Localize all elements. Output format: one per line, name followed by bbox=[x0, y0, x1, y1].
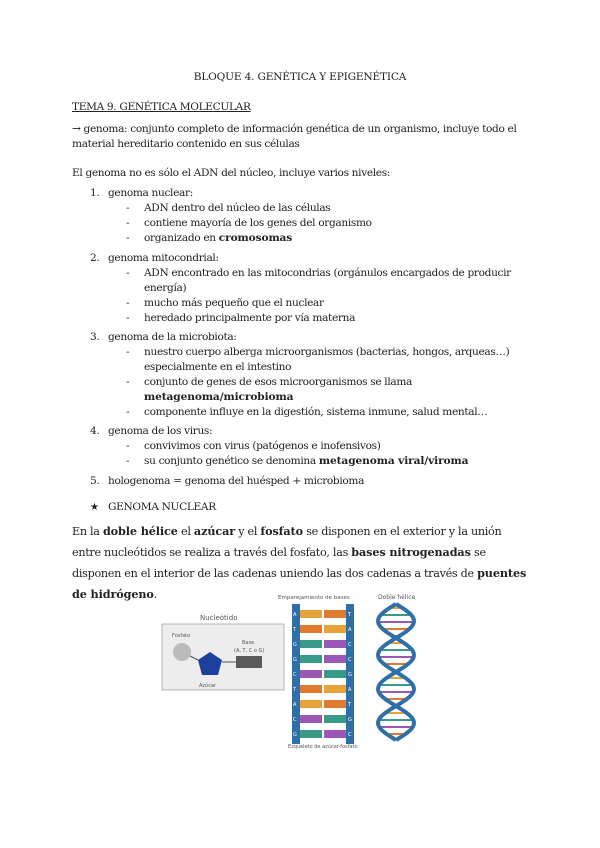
right-base-block bbox=[324, 640, 346, 648]
right-base-block bbox=[324, 610, 346, 618]
right-base-block bbox=[324, 685, 346, 693]
right-base-block bbox=[324, 655, 346, 663]
list-number: 3. bbox=[90, 331, 100, 343]
section-genoma-mitocondrial bbox=[72, 251, 542, 326]
section-text: hologenoma = genoma del huésped + microbioma bbox=[108, 475, 365, 487]
genoma-nuclear-heading: ★ GENOMA NUCLEAR bbox=[90, 501, 216, 513]
right-base-letter: C bbox=[348, 732, 352, 738]
list-item: - nuestro cuerpo alberga microorganismos (bacterias, hongos, arqueas…) especialmente en el intestino bbox=[126, 346, 510, 373]
list-item: - mucho más pequeño que el nuclear bbox=[126, 297, 324, 309]
left-base-letter: A bbox=[293, 702, 297, 708]
left-base-letter: A bbox=[293, 612, 297, 618]
section-genoma-microbiota bbox=[72, 330, 542, 420]
section-hologenoma bbox=[72, 474, 542, 489]
esqueleto-label: Esqueleto de azúcar-fosfato bbox=[288, 744, 358, 750]
document-title: BLOQUE 4. GENÉTICA Y EPIGENÉTICA bbox=[193, 71, 407, 83]
emparejamiento-label: Emparejamiento de bases bbox=[278, 595, 350, 601]
list-item: - su conjunto genético se denomina metagenoma viral/viroma bbox=[126, 455, 469, 467]
left-base-block bbox=[300, 610, 322, 618]
right-base-block bbox=[324, 715, 346, 723]
left-base-block bbox=[300, 670, 322, 678]
list-number: 4. bbox=[90, 425, 100, 437]
base-letters-label: (A, T, C o G) bbox=[234, 648, 265, 654]
doble-helice-label: Doble hélice bbox=[378, 594, 416, 601]
left-base-letter: G bbox=[293, 657, 297, 663]
left-base-letter: T bbox=[293, 627, 297, 633]
fosfato-circle bbox=[173, 643, 191, 661]
right-base-letter: C bbox=[348, 657, 352, 663]
left-base-letter: G bbox=[293, 642, 297, 648]
base-pairs bbox=[292, 610, 352, 738]
list-item: - heredado principalmente por vía materna bbox=[126, 312, 356, 324]
section-genoma-nuclear bbox=[72, 186, 542, 246]
nucleotido-label: Nucleótido bbox=[200, 614, 238, 622]
list-item: - ADN encontrado en las mitocondrias (orgánulos encargados de producir energía) bbox=[126, 267, 511, 294]
left-base-letter: T bbox=[293, 687, 297, 693]
section-genoma-virus bbox=[72, 424, 542, 469]
doble-helice-paragraph: En la doble hélice el azúcar y el fosfato se disponen en el exterior y la unión entre nucleótidos se realiza a través del fosfato, las bases nitrogenadas se disponen en el interior de las cadenas uniendo las dos cadenas a través de puentes de hidrógeno. bbox=[72, 524, 527, 601]
right-base-block bbox=[324, 670, 346, 678]
fosfato-label: Fosfato bbox=[172, 633, 191, 639]
right-base-letter: T bbox=[348, 702, 352, 708]
left-base-block bbox=[300, 655, 322, 663]
left-base-block bbox=[300, 625, 322, 633]
left-base-letter: C bbox=[293, 717, 297, 723]
right-base-letter: G bbox=[348, 672, 352, 678]
list-item: - componente influye en la digestión, sistema inmune, salud mental… bbox=[126, 406, 488, 418]
left-base-letter: C bbox=[293, 672, 297, 678]
right-base-block bbox=[324, 730, 346, 738]
list-item: - conjunto de genes de esos microorganismos se llama metagenoma/microbioma bbox=[126, 376, 412, 403]
right-base-letter: C bbox=[348, 642, 352, 648]
left-base-block bbox=[300, 730, 322, 738]
genoma-definition: → genoma: conjunto completo de información genética de un organismo, incluye todo el material hereditario contenido en sus células bbox=[72, 123, 517, 150]
right-base-block bbox=[324, 700, 346, 708]
right-base-block bbox=[324, 625, 346, 633]
list-item: - contiene mayoría de los genes del organismo bbox=[126, 217, 372, 229]
section-heading: genoma de los virus: bbox=[108, 425, 213, 437]
base-block bbox=[236, 656, 262, 668]
section-heading: genoma mitocondrial: bbox=[108, 252, 219, 264]
left-base-block bbox=[300, 640, 322, 648]
tema-heading: TEMA 9. GENÉTICA MOLECULAR bbox=[72, 101, 251, 113]
list-number: 2. bbox=[90, 252, 100, 264]
dna-figure bbox=[160, 590, 445, 750]
list-item: - organizado en cromosomas bbox=[126, 232, 293, 244]
list-number: 1. bbox=[90, 187, 100, 199]
section-heading: genoma de la microbiota: bbox=[108, 331, 237, 343]
left-base-block bbox=[300, 700, 322, 708]
right-base-letter: A bbox=[348, 627, 352, 633]
genoma-levels-intro: El genoma no es sólo el ADN del núcleo, incluye varios niveles: bbox=[72, 167, 391, 179]
azucar-label: Azúcar bbox=[199, 683, 217, 689]
star-icon: ★ bbox=[90, 502, 99, 513]
double-helix-graphic bbox=[378, 604, 414, 740]
right-base-letter: T bbox=[348, 612, 352, 618]
right-base-letter: G bbox=[348, 717, 352, 723]
right-base-letter: A bbox=[348, 687, 352, 693]
list-item: - convivimos con virus (patógenos e inofensivos) bbox=[126, 440, 381, 452]
section-heading: genoma nuclear: bbox=[108, 187, 193, 199]
dna-diagram bbox=[160, 590, 445, 750]
list-item: - ADN dentro del núcleo de las células bbox=[126, 202, 331, 214]
left-base-block bbox=[300, 685, 322, 693]
left-base-block bbox=[300, 715, 322, 723]
left-base-letter: G bbox=[293, 732, 297, 738]
base-label: Base bbox=[242, 640, 255, 646]
list-number: 5. bbox=[90, 475, 100, 487]
